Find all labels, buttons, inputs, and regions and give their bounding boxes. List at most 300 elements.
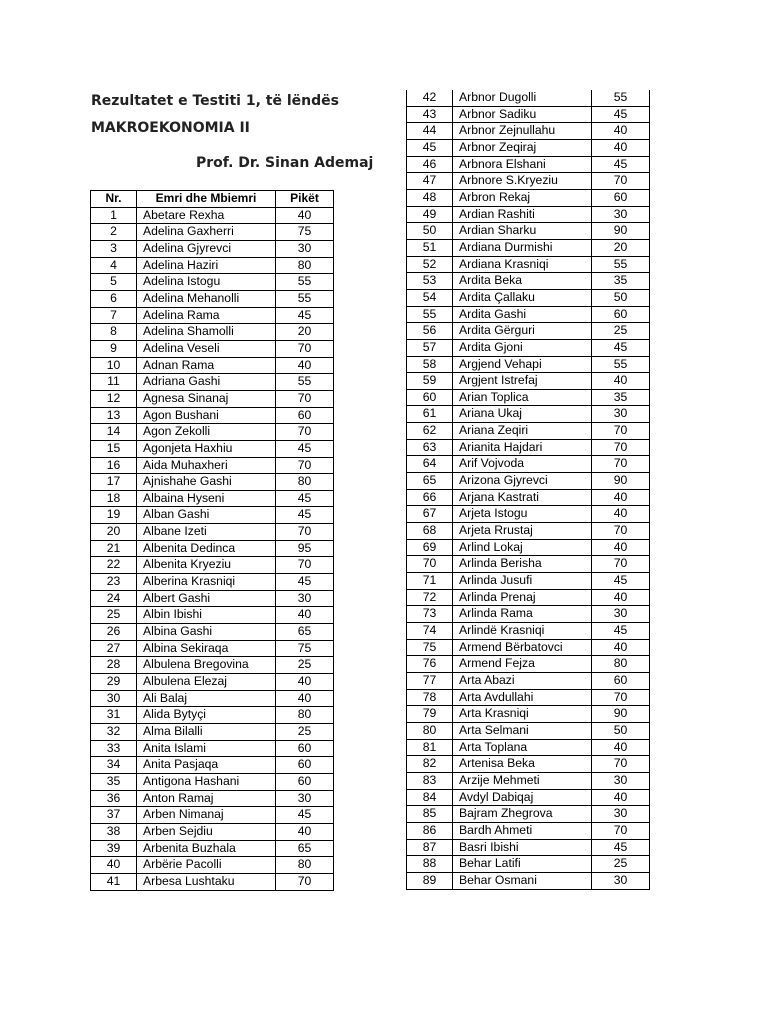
cell-points: 55 <box>276 274 334 291</box>
cell-nr: 62 <box>407 423 453 440</box>
table-row <box>407 106 650 123</box>
cell-points: 35 <box>592 273 650 290</box>
cell-points: 40 <box>276 207 334 224</box>
cell-points: 40 <box>592 139 650 156</box>
cell-name: Adelina Gjyrevci <box>137 240 276 257</box>
cell-name: Arizona Gjyrevci <box>453 473 592 490</box>
cell-nr: 37 <box>91 807 137 824</box>
cell-nr: 80 <box>407 722 453 739</box>
table-row <box>91 340 334 357</box>
cell-points: 45 <box>592 623 650 640</box>
cell-points: 40 <box>592 539 650 556</box>
cell-points: 80 <box>276 257 334 274</box>
cell-points: 40 <box>276 823 334 840</box>
table-row <box>91 690 334 707</box>
table-row <box>91 540 334 557</box>
cell-name: Arbesa Lushtaku <box>137 873 276 890</box>
cell-points: 70 <box>592 523 650 540</box>
table-row <box>407 373 650 390</box>
cell-name: Arbron Rekaj <box>453 189 592 206</box>
cell-nr: 41 <box>91 873 137 890</box>
cell-nr: 8 <box>91 324 137 341</box>
cell-nr: 71 <box>407 573 453 590</box>
cell-nr: 61 <box>407 406 453 423</box>
table-row <box>407 189 650 206</box>
cell-nr: 15 <box>91 440 137 457</box>
cell-name: Arjeta Rrustaj <box>453 523 592 540</box>
cell-nr: 38 <box>91 823 137 840</box>
cell-nr: 21 <box>91 540 137 557</box>
document-title-line2: MAKROEKONOMIA II <box>91 120 250 136</box>
cell-points: 30 <box>276 240 334 257</box>
cell-points: 45 <box>592 106 650 123</box>
cell-points: 45 <box>276 574 334 591</box>
cell-points: 80 <box>276 857 334 874</box>
cell-name: Ardian Rashiti <box>453 206 592 223</box>
cell-nr: 77 <box>407 672 453 689</box>
cell-name: Agonjeta Haxhiu <box>137 440 276 457</box>
cell-nr: 82 <box>407 756 453 773</box>
results-table-right <box>406 90 650 890</box>
table-row <box>407 123 650 140</box>
cell-name: Artenisa Beka <box>453 756 592 773</box>
cell-name: Adnan Rama <box>137 357 276 374</box>
cell-points: 40 <box>276 690 334 707</box>
cell-name: Arbnore S.Kryeziu <box>453 173 592 190</box>
cell-points: 45 <box>276 307 334 324</box>
cell-name: Argjend Vehapi <box>453 356 592 373</box>
cell-points: 30 <box>592 606 650 623</box>
table-row <box>91 574 334 591</box>
cell-points: 20 <box>592 239 650 256</box>
cell-nr: 17 <box>91 474 137 491</box>
cell-nr: 47 <box>407 173 453 190</box>
table-row <box>91 507 334 524</box>
cell-points: 95 <box>276 540 334 557</box>
table-row <box>91 807 334 824</box>
cell-name: Arlinda Jusufi <box>453 573 592 590</box>
table-row <box>407 256 650 273</box>
cell-nr: 9 <box>91 340 137 357</box>
cell-points: 55 <box>276 290 334 307</box>
table-row <box>91 490 334 507</box>
cell-name: Agon Zekolli <box>137 424 276 441</box>
cell-name: Albenita Dedinca <box>137 540 276 557</box>
cell-nr: 3 <box>91 240 137 257</box>
cell-points: 45 <box>276 440 334 457</box>
cell-nr: 42 <box>407 90 453 106</box>
cell-nr: 84 <box>407 789 453 806</box>
cell-nr: 63 <box>407 439 453 456</box>
cell-points: 45 <box>276 507 334 524</box>
table-row <box>407 739 650 756</box>
table-row <box>91 724 334 741</box>
cell-nr: 32 <box>91 724 137 741</box>
cell-nr: 46 <box>407 156 453 173</box>
cell-nr: 2 <box>91 224 137 241</box>
cell-points: 80 <box>276 707 334 724</box>
table-row <box>407 223 650 240</box>
table-row <box>407 139 650 156</box>
table-row <box>91 557 334 574</box>
cell-nr: 45 <box>407 139 453 156</box>
cell-name: Albenita Kryeziu <box>137 557 276 574</box>
cell-name: Alberina Krasniqi <box>137 574 276 591</box>
cell-nr: 7 <box>91 307 137 324</box>
cell-nr: 33 <box>91 740 137 757</box>
cell-nr: 14 <box>91 424 137 441</box>
cell-nr: 89 <box>407 872 453 889</box>
cell-name: Arif Vojvoda <box>453 456 592 473</box>
cell-name: Albert Gashi <box>137 590 276 607</box>
cell-name: Ariana Zeqiri <box>453 423 592 440</box>
cell-name: Arbnor Zeqiraj <box>453 139 592 156</box>
cell-name: Arlinda Prenaj <box>453 589 592 606</box>
cell-points: 45 <box>592 573 650 590</box>
cell-name: Behar Osmani <box>453 872 592 889</box>
table-row <box>91 524 334 541</box>
cell-nr: 31 <box>91 707 137 724</box>
cell-name: Arta Krasniqi <box>453 706 592 723</box>
table-row <box>407 822 650 839</box>
cell-points: 70 <box>276 390 334 407</box>
cell-points: 30 <box>592 872 650 889</box>
cell-points: 45 <box>592 839 650 856</box>
cell-points: 30 <box>276 590 334 607</box>
cell-name: Arbnora Elshani <box>453 156 592 173</box>
cell-nr: 27 <box>91 640 137 657</box>
table-row <box>91 390 334 407</box>
cell-name: Arta Selmani <box>453 722 592 739</box>
cell-name: Adelina Rama <box>137 307 276 324</box>
table-row <box>407 406 650 423</box>
table-row <box>91 240 334 257</box>
cell-nr: 13 <box>91 407 137 424</box>
cell-nr: 51 <box>407 239 453 256</box>
cell-points: 70 <box>592 689 650 706</box>
table-row <box>407 839 650 856</box>
results-table-left <box>90 190 334 891</box>
cell-points: 30 <box>592 206 650 223</box>
table-row <box>91 207 334 224</box>
cell-points: 30 <box>276 790 334 807</box>
cell-points: 40 <box>276 674 334 691</box>
table-row <box>407 389 650 406</box>
cell-name: Arben Nimanaj <box>137 807 276 824</box>
table-row <box>91 657 334 674</box>
table-row <box>407 573 650 590</box>
cell-nr: 52 <box>407 256 453 273</box>
cell-points: 45 <box>276 807 334 824</box>
table-header-row <box>91 191 334 208</box>
table-row <box>91 457 334 474</box>
cell-points: 40 <box>592 589 650 606</box>
cell-name: Arbnor Sadiku <box>453 106 592 123</box>
cell-nr: 40 <box>91 857 137 874</box>
cell-name: Bardh Ahmeti <box>453 822 592 839</box>
cell-nr: 39 <box>91 840 137 857</box>
cell-name: Arben Sejdiu <box>137 823 276 840</box>
cell-points: 70 <box>592 822 650 839</box>
table-row <box>91 224 334 241</box>
cell-nr: 4 <box>91 257 137 274</box>
cell-points: 40 <box>592 123 650 140</box>
table-row <box>407 239 650 256</box>
cell-points: 70 <box>276 424 334 441</box>
table-row <box>407 556 650 573</box>
cell-points: 60 <box>276 407 334 424</box>
cell-nr: 58 <box>407 356 453 373</box>
cell-name: Argjent Istrefaj <box>453 373 592 390</box>
cell-name: Arlinda Rama <box>453 606 592 623</box>
cell-nr: 50 <box>407 223 453 240</box>
cell-name: Albulena Elezaj <box>137 674 276 691</box>
cell-name: Adelina Shamolli <box>137 324 276 341</box>
cell-name: Aida Muhaxheri <box>137 457 276 474</box>
cell-nr: 12 <box>91 390 137 407</box>
cell-nr: 83 <box>407 772 453 789</box>
table-row <box>91 307 334 324</box>
cell-name: Albina Gashi <box>137 624 276 641</box>
cell-nr: 24 <box>91 590 137 607</box>
cell-points: 65 <box>276 624 334 641</box>
cell-name: Agon Bushani <box>137 407 276 424</box>
cell-points: 65 <box>276 840 334 857</box>
table-row <box>407 589 650 606</box>
cell-name: Arta Toplana <box>453 739 592 756</box>
cell-name: Arlinda Berisha <box>453 556 592 573</box>
cell-points: 40 <box>592 639 650 656</box>
cell-nr: 65 <box>407 473 453 490</box>
cell-name: Abetare Rexha <box>137 207 276 224</box>
table-row <box>407 689 650 706</box>
table-row <box>407 623 650 640</box>
cell-nr: 18 <box>91 490 137 507</box>
cell-points: 90 <box>592 706 650 723</box>
cell-name: Ajnishahe Gashi <box>137 474 276 491</box>
table-row <box>407 173 650 190</box>
cell-nr: 69 <box>407 539 453 556</box>
cell-name: Anita Islami <box>137 740 276 757</box>
table-row <box>91 274 334 291</box>
cell-nr: 11 <box>91 374 137 391</box>
cell-nr: 48 <box>407 189 453 206</box>
table-row <box>91 324 334 341</box>
cell-points: 60 <box>592 189 650 206</box>
cell-nr: 29 <box>91 674 137 691</box>
cell-nr: 20 <box>91 524 137 541</box>
table-row <box>407 872 650 889</box>
cell-nr: 43 <box>407 106 453 123</box>
cell-name: Albulena Bregovina <box>137 657 276 674</box>
cell-points: 60 <box>276 757 334 774</box>
table-row <box>91 590 334 607</box>
cell-name: Arjeta Istogu <box>453 506 592 523</box>
cell-nr: 10 <box>91 357 137 374</box>
cell-points: 25 <box>592 856 650 873</box>
right-table-body <box>407 90 650 889</box>
cell-points: 55 <box>276 374 334 391</box>
cell-points: 45 <box>592 156 650 173</box>
cell-points: 40 <box>276 607 334 624</box>
cell-nr: 87 <box>407 839 453 856</box>
table-row <box>91 607 334 624</box>
cell-name: Arbnor Dugolli <box>453 90 592 106</box>
table-row <box>91 407 334 424</box>
table-row <box>407 423 650 440</box>
table-row <box>91 374 334 391</box>
cell-nr: 76 <box>407 656 453 673</box>
cell-name: Armend Fejza <box>453 656 592 673</box>
cell-points: 40 <box>276 357 334 374</box>
table-row <box>91 740 334 757</box>
cell-points: 60 <box>592 306 650 323</box>
cell-name: Ardita Beka <box>453 273 592 290</box>
cell-points: 40 <box>592 739 650 756</box>
cell-nr: 86 <box>407 822 453 839</box>
cell-name: Albina Sekiraqa <box>137 640 276 657</box>
cell-name: Alida Bytyçi <box>137 707 276 724</box>
cell-points: 50 <box>592 722 650 739</box>
table-row <box>407 672 650 689</box>
cell-points: 70 <box>276 873 334 890</box>
cell-name: Ardiana Krasniqi <box>453 256 592 273</box>
cell-name: Arbenita Buzhala <box>137 840 276 857</box>
table-row <box>407 473 650 490</box>
cell-name: Arjana Kastrati <box>453 489 592 506</box>
cell-name: Adelina Veseli <box>137 340 276 357</box>
cell-nr: 81 <box>407 739 453 756</box>
table-row <box>91 757 334 774</box>
cell-name: Adelina Haziri <box>137 257 276 274</box>
cell-name: Behar Latifi <box>453 856 592 873</box>
cell-nr: 16 <box>91 457 137 474</box>
table-row <box>407 306 650 323</box>
cell-points: 60 <box>592 672 650 689</box>
cell-points: 40 <box>592 373 650 390</box>
cell-points: 70 <box>592 173 650 190</box>
cell-points: 55 <box>592 356 650 373</box>
cell-points: 55 <box>592 90 650 106</box>
left-table-body <box>91 207 334 890</box>
cell-name: Ali Balaj <box>137 690 276 707</box>
cell-points: 80 <box>592 656 650 673</box>
cell-points: 70 <box>276 524 334 541</box>
cell-name: Armend Bërbatovci <box>453 639 592 656</box>
cell-name: Anton Ramaj <box>137 790 276 807</box>
cell-name: Arta Avdullahi <box>453 689 592 706</box>
table-row <box>407 722 650 739</box>
cell-nr: 57 <box>407 339 453 356</box>
table-row <box>407 789 650 806</box>
cell-nr: 64 <box>407 456 453 473</box>
cell-points: 20 <box>276 324 334 341</box>
table-row <box>91 857 334 874</box>
cell-name: Antigona Hashani <box>137 773 276 790</box>
cell-nr: 54 <box>407 289 453 306</box>
cell-points: 30 <box>592 806 650 823</box>
cell-name: Albane Izeti <box>137 524 276 541</box>
cell-points: 80 <box>276 474 334 491</box>
table-row <box>91 474 334 491</box>
cell-points: 70 <box>276 457 334 474</box>
cell-nr: 26 <box>91 624 137 641</box>
cell-points: 70 <box>276 340 334 357</box>
cell-points: 70 <box>276 557 334 574</box>
cell-name: Ardita Çallaku <box>453 289 592 306</box>
cell-points: 70 <box>592 756 650 773</box>
cell-nr: 1 <box>91 207 137 224</box>
cell-nr: 78 <box>407 689 453 706</box>
cell-nr: 60 <box>407 389 453 406</box>
cell-nr: 6 <box>91 290 137 307</box>
cell-name: Agnesa Sinanaj <box>137 390 276 407</box>
table-row <box>407 806 650 823</box>
table-row <box>91 773 334 790</box>
cell-nr: 22 <box>91 557 137 574</box>
column-header-name: Emri dhe Mbiemri <box>137 191 276 208</box>
cell-nr: 59 <box>407 373 453 390</box>
table-row <box>91 674 334 691</box>
cell-name: Albaina Hyseni <box>137 490 276 507</box>
cell-nr: 56 <box>407 323 453 340</box>
cell-nr: 85 <box>407 806 453 823</box>
cell-name: Albin Ibishi <box>137 607 276 624</box>
cell-name: Arian Toplica <box>453 389 592 406</box>
cell-points: 70 <box>592 456 650 473</box>
cell-name: Anita Pasjaqa <box>137 757 276 774</box>
cell-nr: 79 <box>407 706 453 723</box>
cell-nr: 68 <box>407 523 453 540</box>
table-row <box>407 606 650 623</box>
table-row <box>91 624 334 641</box>
cell-nr: 25 <box>91 607 137 624</box>
cell-name: Ariana Ukaj <box>453 406 592 423</box>
cell-nr: 72 <box>407 589 453 606</box>
cell-points: 70 <box>592 423 650 440</box>
cell-name: Adelina Istogu <box>137 274 276 291</box>
cell-nr: 34 <box>91 757 137 774</box>
table-row <box>407 289 650 306</box>
cell-points: 45 <box>276 490 334 507</box>
cell-name: Arlind Lokaj <box>453 539 592 556</box>
cell-nr: 28 <box>91 657 137 674</box>
table-row <box>407 156 650 173</box>
cell-nr: 66 <box>407 489 453 506</box>
cell-name: Alban Gashi <box>137 507 276 524</box>
cell-nr: 44 <box>407 123 453 140</box>
table-row <box>407 639 650 656</box>
cell-points: 90 <box>592 223 650 240</box>
table-row <box>407 539 650 556</box>
cell-nr: 55 <box>407 306 453 323</box>
table-row <box>407 489 650 506</box>
cell-nr: 70 <box>407 556 453 573</box>
cell-points: 45 <box>592 339 650 356</box>
cell-nr: 67 <box>407 506 453 523</box>
cell-points: 30 <box>592 406 650 423</box>
table-row <box>407 772 650 789</box>
cell-name: Arbërie Pacolli <box>137 857 276 874</box>
cell-points: 40 <box>592 506 650 523</box>
table-row <box>407 323 650 340</box>
cell-nr: 74 <box>407 623 453 640</box>
cell-name: Arianita Hajdari <box>453 439 592 456</box>
table-row <box>91 707 334 724</box>
table-row <box>407 656 650 673</box>
cell-name: Ardita Gjoni <box>453 339 592 356</box>
table-row <box>91 440 334 457</box>
